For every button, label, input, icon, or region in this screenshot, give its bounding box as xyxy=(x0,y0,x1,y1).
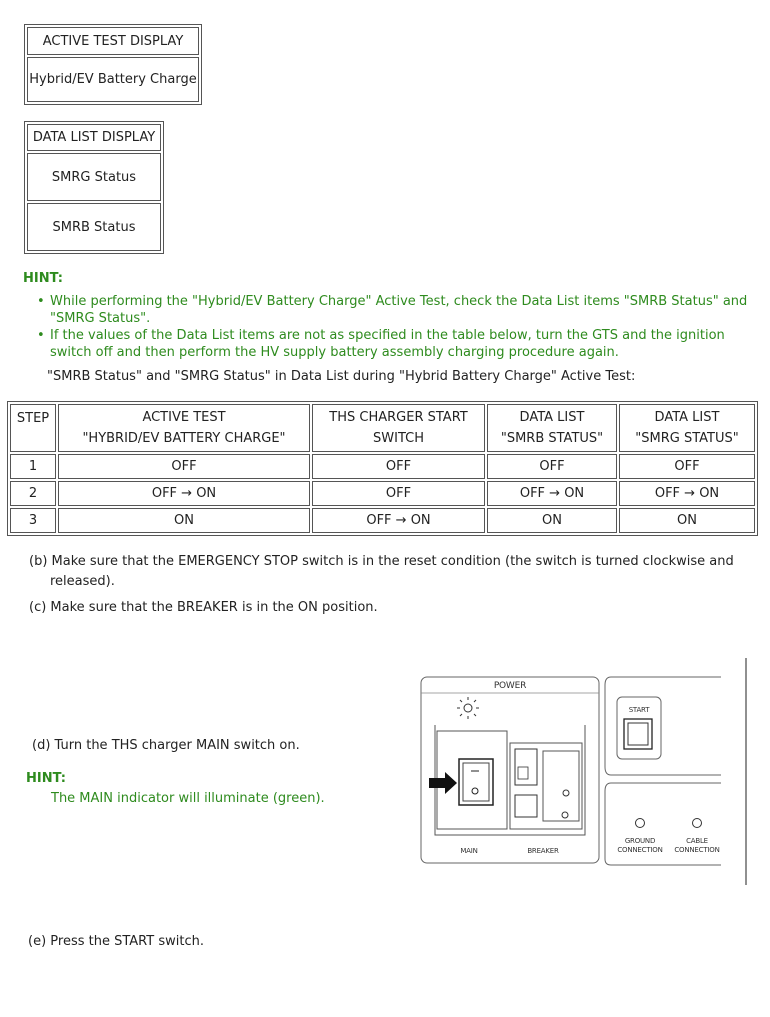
table-header-row xyxy=(10,404,755,452)
table-header-cell xyxy=(58,404,310,452)
table-cell: OFF xyxy=(312,454,485,479)
table-cell: 1 xyxy=(10,454,56,479)
hint-bullet-item: • If the values of the Data List items are not as specified in the table below, turn the GTS and the ignition switch off and then perform the HV supply battery assembly charging procedure again. xyxy=(37,327,757,361)
header-text: SWITCH xyxy=(373,431,424,446)
active-test-display-header: ACTIVE TEST DISPLAY xyxy=(27,27,199,55)
table-header-cell xyxy=(10,404,56,452)
table-cell: OFF xyxy=(58,454,310,479)
table-cell: OFF xyxy=(312,481,485,506)
step-d: (d) Turn the THS charger MAIN switch on. xyxy=(32,738,300,753)
table-cell: OFF xyxy=(619,454,755,479)
step-b xyxy=(29,552,764,592)
ground-connection-indicator xyxy=(636,819,645,828)
table-cell: OFF → ON xyxy=(312,508,485,533)
active-test-display-box xyxy=(24,24,202,105)
table-cell: OFF → ON xyxy=(487,481,617,506)
table-cell: 3 xyxy=(10,508,56,533)
cable-connection-indicator xyxy=(693,819,702,828)
table-header-cell xyxy=(487,404,617,452)
hint-bullet-item: • While performing the "Hybrid/EV Battery Charge" Active Test, check the Data List items "SMRB Status" and "SMRG Status". xyxy=(37,293,757,327)
step-e: (e) Press the START switch. xyxy=(28,934,204,949)
power-label: POWER xyxy=(493,681,527,691)
table-caption: "SMRB Status" and "SMRG Status" in Data List during "Hybrid Battery Charge" Active Test: xyxy=(47,369,636,384)
main-indicator-light-icon xyxy=(457,697,479,719)
hint-bullet-list xyxy=(37,293,757,361)
main-label: MAIN xyxy=(460,847,478,855)
header-text: "SMRG STATUS" xyxy=(635,431,739,446)
table-cell: ON xyxy=(487,508,617,533)
header-text: ACTIVE TEST xyxy=(142,410,226,425)
table-row xyxy=(10,481,755,506)
header-text: THS CHARGER START xyxy=(329,410,468,425)
hint-label: HINT: xyxy=(26,771,66,786)
hint-text: The MAIN indicator will illuminate (green). xyxy=(51,791,325,806)
step-b-line1: (b) Make sure that the EMERGENCY STOP switch is in the reset condition (the switch is turned clockwise and xyxy=(29,554,734,569)
data-list-display-box xyxy=(24,121,164,254)
header-text: STEP xyxy=(16,411,50,426)
step-b-line2: released). xyxy=(50,574,115,589)
table-cell: ON xyxy=(58,508,310,533)
table-cell: ON xyxy=(619,508,755,533)
table-row xyxy=(10,454,755,479)
data-list-display-header: DATA LIST DISPLAY xyxy=(27,124,161,151)
header-text: "HYBRID/EV BATTERY CHARGE" xyxy=(82,431,286,446)
ground-label-line2: CONNECTION xyxy=(617,846,663,854)
hint-label: HINT: xyxy=(23,271,63,286)
header-text: "SMRB STATUS" xyxy=(500,431,604,446)
table-header-cell xyxy=(312,404,485,452)
header-text: DATA LIST xyxy=(654,410,720,425)
table-cell: OFF → ON xyxy=(619,481,755,506)
data-list-item-smrb: SMRB Status xyxy=(27,203,161,251)
active-test-display-value: Hybrid/EV Battery Charge xyxy=(27,57,199,102)
table-header-cell xyxy=(619,404,755,452)
cable-label-line2: CONNECTION xyxy=(674,846,720,854)
table-cell: 2 xyxy=(10,481,56,506)
header-text: DATA LIST xyxy=(519,410,585,425)
ground-label-line1: GROUND xyxy=(624,837,656,845)
table-cell: OFF xyxy=(487,454,617,479)
table-cell: OFF → ON xyxy=(58,481,310,506)
arrow-right-icon xyxy=(429,772,457,794)
breaker-label: BREAKER xyxy=(527,847,559,855)
smr-status-table xyxy=(7,401,758,536)
ths-charger-panel-illustration xyxy=(415,655,755,890)
cable-label-line1: CABLE xyxy=(686,837,708,845)
main-switch xyxy=(459,759,493,805)
start-label: START xyxy=(628,706,650,714)
step-c: (c) Make sure that the BREAKER is in the ON position. xyxy=(29,600,378,615)
table-row xyxy=(10,508,755,533)
data-list-item-smrg: SMRG Status xyxy=(27,153,161,201)
